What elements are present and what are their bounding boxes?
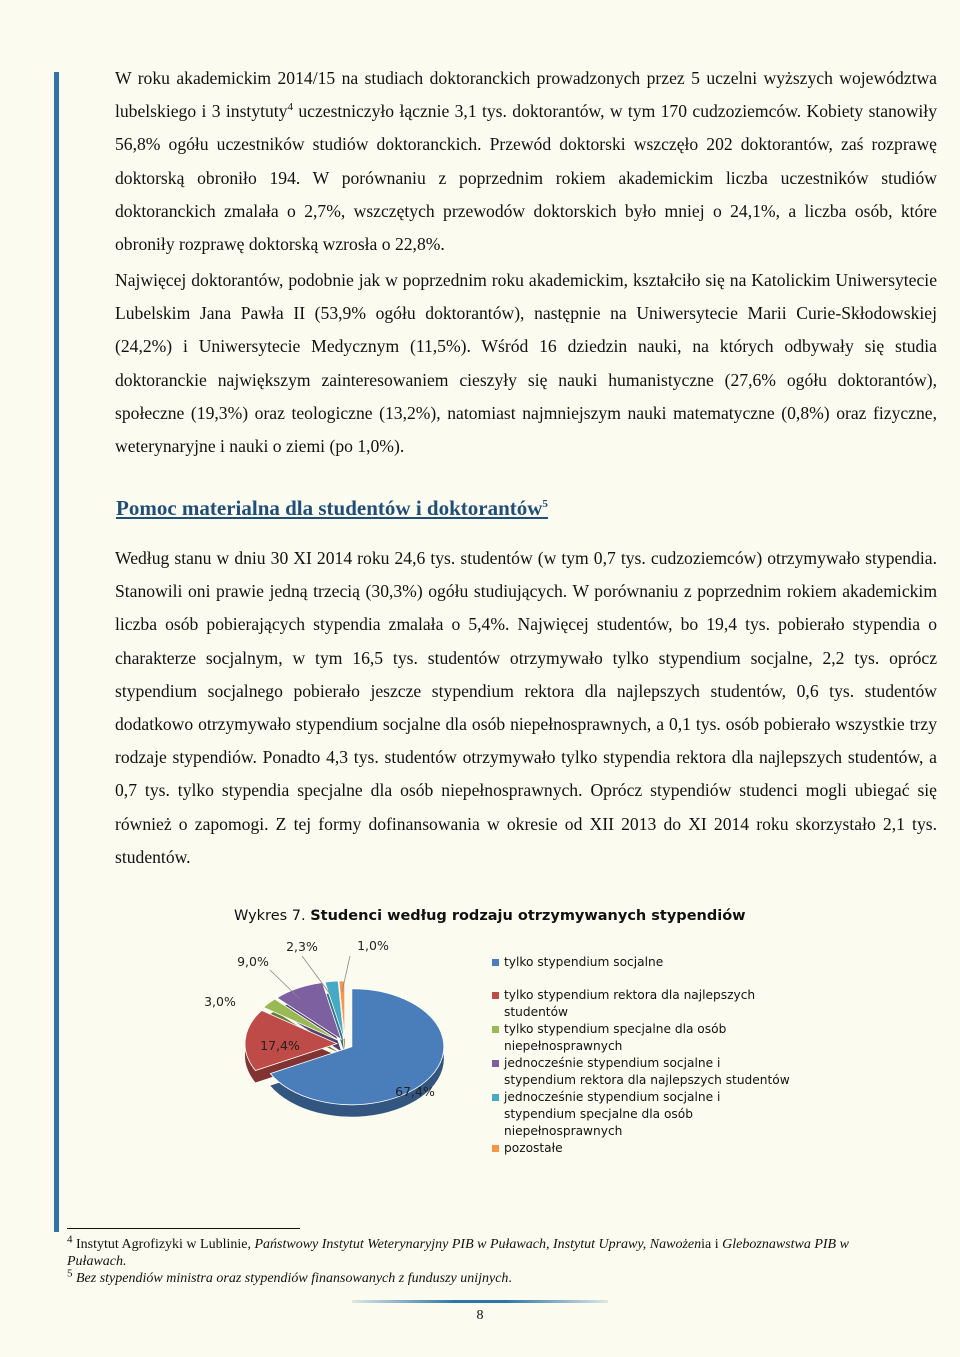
chart-legend (492, 954, 792, 1157)
legend-item (492, 987, 792, 1021)
footnotes (67, 1233, 877, 1287)
paragraph-scholarships: Według stanu w dniu 30 XI 2014 roku 24,6 tys. studentów (w tym 0,7 tys. cudzoziemców) otrzymywało stypendia. Stanowili oni prawie jedną trzecią (30,3%) ogółu studiujących. W porównaniu z poprzednim rokiem akademickim liczba osób pobierających stypendia zmalała o 5,4%. Najwięcej studentów, bo 19,4 tys. pobierało stypendia o charakterze socjalnym, w tym 16,5 tys. studentów otrzymywało tylko stypendium socjalne, 2,2 tys. oprócz stypendium socjalnego pobierało jeszcze stypendium rektora dla najlepszych studentów, 0,6 tys. studentów dodatkowo otrzymywało stypendium socjalne dla osób niepełnosprawnych, a 0,1 tys. osób pobierało wszystkie trzy rodzaje stypendiów. Ponadto 4,3 tys. studentów otrzymywało tylko stypendia rektora dla najlepszych studentów, a 0,7 tys. tylko stypendia specjalne dla osób niepełnosprawnych. Oprócz stypendiów studenci mogli ubiegać się również o zapomogi. Z tej formy dofinansowania w okresie od XII 2013 do XI 2014 roku skorzystało 2,1 tys. studentów. (115, 548, 937, 867)
legend-label: tylko stypendium socjalne (504, 955, 664, 969)
pie-svg (190, 904, 490, 1204)
legend-swatch (492, 1026, 499, 1033)
legend-swatch (492, 1094, 499, 1101)
legend-label: pozostałe (504, 1141, 563, 1155)
data-label: 1,0% (357, 938, 389, 953)
legend-swatch (492, 1060, 499, 1067)
data-label: 67,4% (395, 1084, 435, 1099)
legend-label: jednocześnie stypendium socjalne i stypendium specjalne dla osób niepełnosprawnych (504, 1090, 721, 1138)
data-label: 2,3% (286, 939, 318, 954)
data-label: 9,0% (237, 954, 269, 969)
left-accent-rule (54, 72, 59, 1232)
legend-swatch (492, 992, 499, 999)
legend-item (492, 1140, 792, 1157)
legend-label: tylko stypendium specjalne dla osób niepełnosprawnych (504, 1022, 727, 1053)
footnote-ref-4: 4 (287, 101, 293, 114)
section-heading: Pomoc materialna dla studentów i doktorantów$^5$ (116, 496, 548, 520)
page-number: 8 (476, 1308, 484, 1323)
legend-item (492, 1021, 792, 1055)
label-leader-line (342, 956, 350, 992)
legend-label: jednocześnie stypendium socjalne i stypendium rektora dla najlepszych studentów (504, 1056, 790, 1087)
page-bottom-rule (352, 1300, 608, 1303)
legend-swatch (492, 1145, 499, 1152)
data-label: 3,0% (204, 994, 236, 1009)
legend-item (492, 1055, 792, 1089)
legend-item (492, 1089, 792, 1140)
chart-title: Wykres 7. Studenci według rodzaju otrzymywanych stypendiów (234, 908, 746, 924)
scholarship-pie-chart (190, 904, 910, 1204)
legend-swatch (492, 959, 499, 966)
footnote-5: $^5$ Bez stypendiów ministra oraz stypendiów finansowanych z funduszy unijnych. (67, 1267, 512, 1286)
footnote-4: $^4$ Instytut Agrofizyki w Lublinie, Państwowy Instytut Weterynaryjny PIB w Puławach, Instytut Uprawy, Nawożenia i Gleboznawstwa PIB w Puławach. (67, 1233, 849, 1269)
paragraph-doctoral-universities: Najwięcej doktorantów, podobnie jak w poprzednim roku akademickim, kształciło się na Katolickim Uniwersytecie Lubelskim Jana Pawła II (53,9% ogółu doktorantów), następnie na Uniwersytecie Marii Curie-Skłodowskiej (24,2%) i Uniwersytecie Medycznym (11,5%). Wśród 16 dziedzin nauki, na których odbywały się studia doktoranckie największym zainteresowaniem cieszyły się nauki humanistyczne (27,6% ogółu doktorantów), społeczne (19,3%) oraz teologiczne (13,2%), natomiast najmniejszym nauki matematyczne (0,8%) oraz fizyczne, weterynaryjne i nauki o ziemi (po 1,0%). (115, 270, 937, 457)
data-label: 17,4% (260, 1038, 300, 1053)
footnote-ref-5: 5 (542, 498, 548, 510)
legend-label: tylko stypendium rektora dla najlepszych studentów (504, 988, 756, 1019)
footnote-separator (67, 1228, 300, 1229)
paragraph-doctoral-studies: W roku akademickim 2014/15 na studiach doktoranckich prowadzonych przez 5 uczelni wyższych województwa lubelskiego i 3 instytuty$^4$ uczestniczyło łącznie 3,1 tys. doktorantów, w tym 170 cudzoziemców. Kobiety stanowiły 56,8% ogółu uczestników studiów doktoranckich. Przewód doktorski wszczęło 202 doktorantów, zaś rozprawę doktorską obroniło 194. W porównaniu z poprzednim rokiem akademickim liczba uczestników studiów doktoranckich zmalała o 2,7%, wszczętych przewodów doktorskich było mniej o 24,1%, a liczba osób, które obroniły rozprawę doktorską wzrosła o 22,8%. (115, 68, 937, 255)
legend-item (492, 954, 792, 971)
